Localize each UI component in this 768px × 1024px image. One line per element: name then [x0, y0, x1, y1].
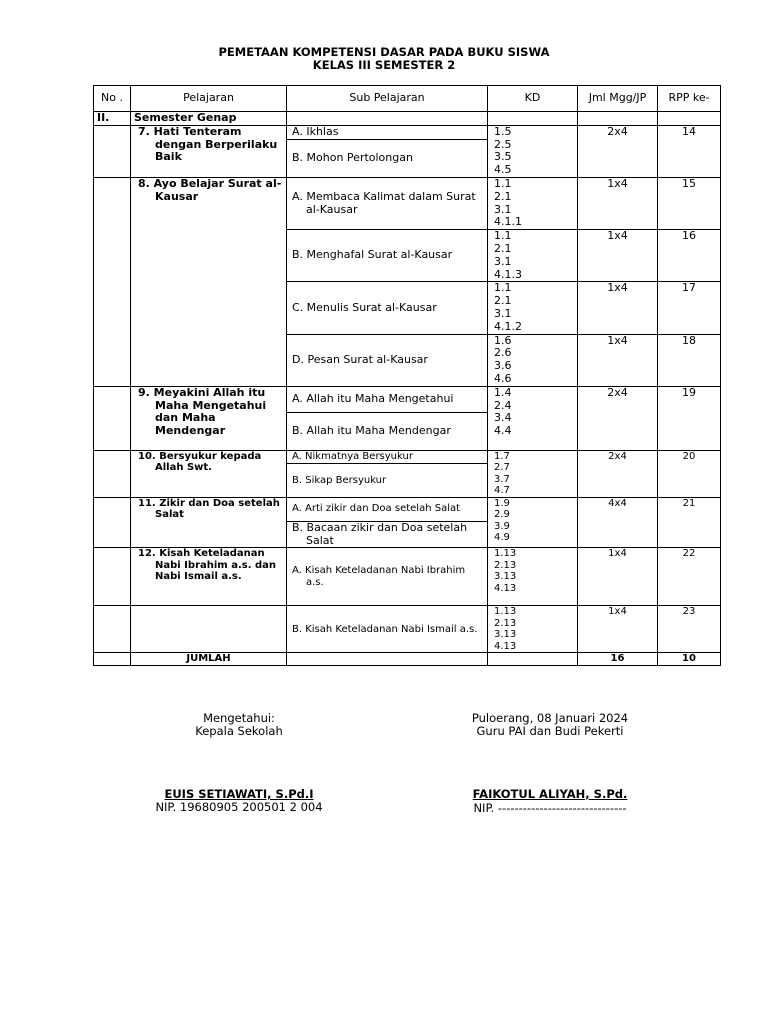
rpp-cell: 18	[658, 334, 721, 386]
rpp-cell: 14	[658, 125, 721, 177]
kd-cell: 1.13 2.13 3.13 4.13	[488, 606, 578, 653]
sub-lesson: B. Mohon Pertolongan	[287, 139, 488, 177]
sub-lesson: B. Bacaan zikir dan Doa setelah Salat	[287, 521, 488, 548]
rpp-cell: 15	[658, 177, 721, 229]
jml-cell: 1x4	[578, 177, 658, 229]
header-kd: KD	[488, 86, 578, 112]
table-row	[94, 450, 721, 464]
kd-cell: 1.1 2.1 3.1 4.1.1	[488, 177, 578, 229]
lesson-title: 10. Bersyukur kepada Allah Swt.	[131, 450, 287, 497]
jml-cell: 1x4	[578, 606, 658, 653]
rpp-cell: 19	[658, 386, 721, 450]
total-jml: 16	[578, 653, 658, 666]
table-row	[94, 497, 721, 521]
jml-cell: 4x4	[578, 497, 658, 548]
kd-cell: 1.6 2.6 3.6 4.6	[488, 334, 578, 386]
lesson-title: 12. Kisah Keteladanan Nabi Ibrahim a.s. dan Nabi Ismail a.s.	[131, 548, 287, 606]
table-row	[94, 606, 721, 653]
document-subtitle: KELAS III SEMESTER 2	[312, 58, 456, 72]
total-rpp: 10	[658, 653, 721, 666]
jml-cell: 1x4	[578, 334, 658, 386]
jml-cell: 2x4	[578, 386, 658, 450]
sub-lesson: A. Arti zikir dan Doa setelah Salat	[287, 497, 488, 521]
lesson-title: 11. Zikir dan Doa setelah Salat	[131, 497, 287, 548]
signature-left-name: EUIS SETIAWATI, S.Pd.I	[164, 787, 314, 801]
sub-lesson: A. Membaca Kalimat dalam Surat al-Kausar	[287, 177, 488, 229]
sub-lesson: A. Kisah Keteladanan Nabi Ibrahim a.s.	[287, 548, 488, 606]
table-row	[94, 386, 721, 412]
kd-cell: 1.1 2.1 3.1 4.1.2	[488, 282, 578, 334]
lesson-title: 9. Meyakini Allah itu Maha Mengetahui dan Maha Mendengar	[131, 386, 287, 450]
rpp-cell: 20	[658, 450, 721, 497]
jml-cell: 2x4	[578, 450, 658, 497]
sub-lesson: D. Pesan Surat al-Kausar	[287, 334, 488, 386]
rpp-cell: 21	[658, 497, 721, 548]
rpp-cell: 17	[658, 282, 721, 334]
table-header-row	[94, 86, 721, 112]
sub-lesson: B. Menghafal Surat al-Kausar	[287, 230, 488, 282]
semester-row	[94, 112, 721, 126]
header-jml: Jml Mgg/JP	[578, 86, 658, 112]
signature-right-line2: Guru PAI dan Budi Pekerti	[476, 724, 624, 738]
rpp-cell: 22	[658, 548, 721, 606]
table-row	[94, 125, 721, 139]
sub-lesson: A. Allah itu Maha Mengetahui	[287, 386, 488, 412]
sub-lesson: C. Menulis Surat al-Kausar	[287, 282, 488, 334]
signature-right-name: FAIKOTUL ALIYAH, S.Pd.	[472, 787, 628, 801]
lesson-title: 7. Hati Tenteram dengan Berperilaku Baik	[131, 125, 287, 177]
kd-cell: 1.7 2.7 3.7 4.7	[488, 450, 578, 497]
sub-lesson: B. Allah itu Maha Mendengar	[287, 412, 488, 450]
jml-cell: 2x4	[578, 125, 658, 177]
table-row	[94, 177, 721, 229]
sub-lesson: B. Kisah Keteladanan Nabi Ismail a.s.	[287, 606, 488, 653]
jml-cell: 1x4	[578, 230, 658, 282]
semester-label: Semester Genap	[131, 112, 287, 126]
kd-cell: 1.4 2.4 3.4 4.4	[488, 386, 578, 450]
kd-cell: 1.5 2.5 3.5 4.5	[488, 125, 578, 177]
jml-cell: 1x4	[578, 282, 658, 334]
jml-cell: 1x4	[578, 548, 658, 606]
total-row	[94, 653, 721, 666]
lesson-title: 8. Ayo Belajar Surat al-Kausar	[131, 177, 287, 386]
rpp-cell: 16	[658, 230, 721, 282]
total-label: JUMLAH	[131, 653, 287, 666]
rpp-cell: 23	[658, 606, 721, 653]
kd-cell: 1.1 2.1 3.1 4.1.3	[488, 230, 578, 282]
semester-no: II.	[94, 112, 131, 126]
signature-right-line1: Puloerang, 08 Januari 2024	[471, 711, 629, 725]
signature-left-line1: Mengetahui:	[203, 711, 275, 725]
document-title: PEMETAAN KOMPETENSI DASAR PADA BUKU SISWA	[218, 45, 550, 59]
header-pelajaran: Pelajaran	[131, 86, 287, 112]
signature-left-nip: NIP. 19680905 200501 2 004	[155, 800, 323, 814]
header-sub-pelajaran: Sub Pelajaran	[287, 86, 488, 112]
sub-lesson: A. Ikhlas	[287, 125, 488, 139]
sub-lesson: B. Sikap Bersyukur	[287, 464, 488, 497]
competency-table	[93, 85, 721, 666]
table-row	[94, 548, 721, 606]
signature-left-line2: Kepala Sekolah	[195, 724, 283, 738]
sub-lesson: A. Nikmatnya Bersyukur	[287, 450, 488, 464]
header-no: No .	[94, 86, 131, 112]
kd-cell: 1.9 2.9 3.9 4.9	[488, 497, 578, 548]
header-rpp: RPP ke-	[658, 86, 721, 112]
signature-right-nip: NIP. -------------------------------	[473, 801, 627, 815]
kd-cell: 1.13 2.13 3.13 4.13	[488, 548, 578, 606]
